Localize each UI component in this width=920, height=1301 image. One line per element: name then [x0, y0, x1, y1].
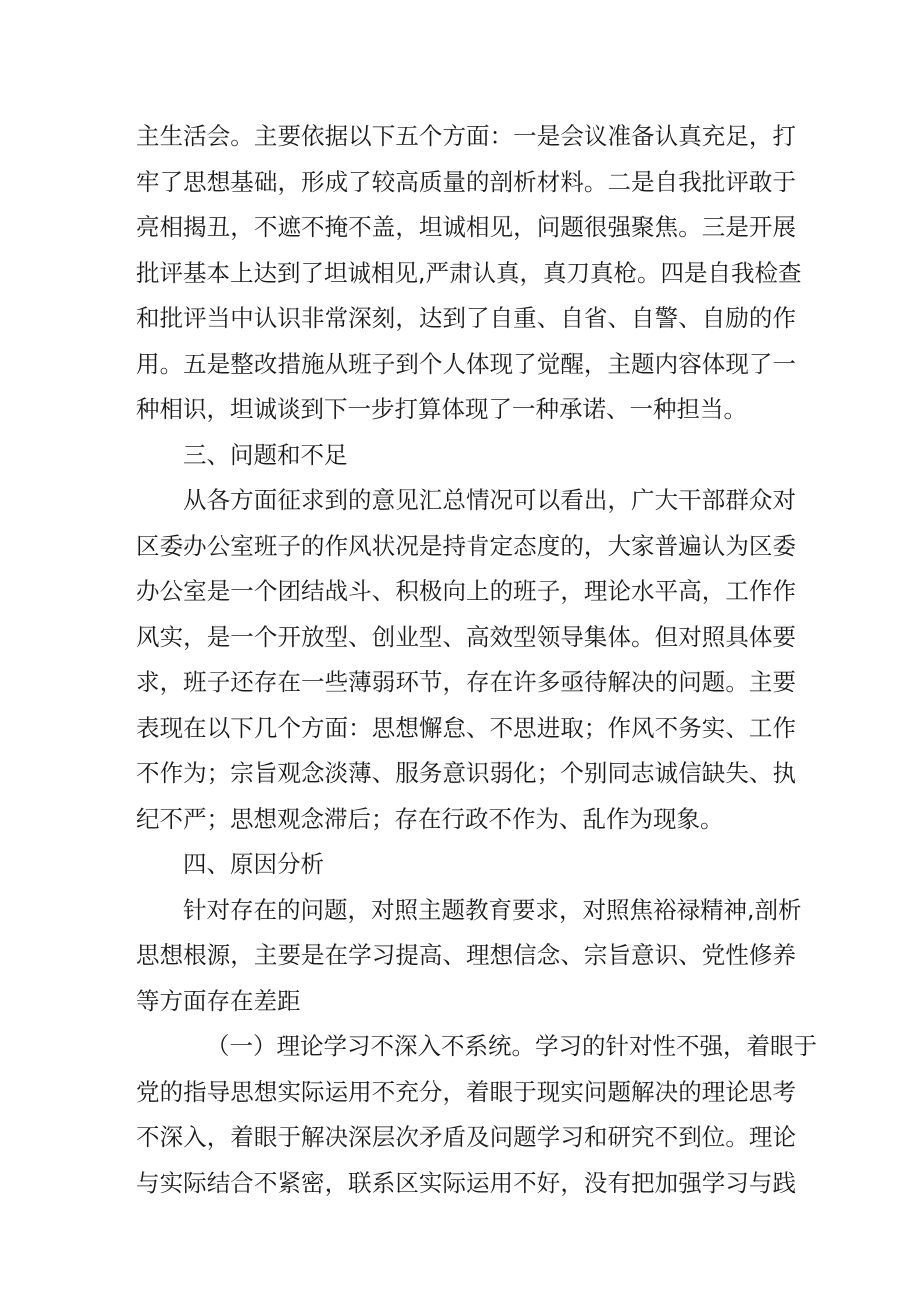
text-line: 批评基本上达到了坦诚相见,严肃认真，真刀真枪。四是自我检查 [136, 258, 802, 287]
section-heading-causes: 四、原因分析 [183, 850, 324, 878]
text-line: 思想根源，主要是在学习提高、理想信念、宗旨意识、党性修养 [136, 941, 796, 969]
text-line: 用。五是整改措施从班子到个人体现了觉醒，主题内容体现了一 [136, 349, 796, 378]
text-line: （一）理论学习不深入不系统。学习的针对性不强，着眼于 [206, 1032, 817, 1060]
text-line: 等方面存在差距 [136, 986, 301, 1015]
text-line: 风实，是一个开放型、创业型、高效型领导集体。但对照具体要 [136, 622, 796, 651]
paragraph-causes-intro [136, 888, 802, 1025]
paragraph-meeting-basis [136, 114, 802, 433]
text-line: 不深入，着眼于解决深层次矛盾及问题学习和研究不到位。理论 [136, 1123, 796, 1151]
text-line: 区委办公室班子的作风状况是持肯定态度的，大家普遍认为区委 [136, 531, 796, 560]
text-line: 种相识，坦诚谈到下一步打算体现了一种承诺、一种担当。 [136, 395, 747, 423]
text-line: 不作为；宗旨观念淡薄、服务意识弱化；个别同志诚信缺失、执 [136, 759, 796, 787]
section-heading-problems: 三、问题和不足 [183, 440, 348, 469]
text-line: 求，班子还存在一些薄弱环节，存在许多亟待解决的问题。主要 [136, 668, 796, 696]
text-line: 从各方面征求到的意见汇总情况可以看出，广大干部群众对 [183, 486, 796, 514]
text-line: 主生活会。主要依据以下五个方面：一是会议准备认真充足，打 [136, 122, 796, 150]
paragraph-theory-study [136, 1024, 817, 1206]
text-line: 亮相揭丑，不遮不掩不盖，坦诚相见，问题很强聚焦。三是开展 [136, 213, 796, 241]
text-line: 办公室是一个团结战斗、积极向上的班子，理论水平高，工作作 [136, 577, 796, 605]
text-line: 党的指导思想实际运用不充分，着眼于现实问题解决的理论思考 [136, 1077, 796, 1106]
text-line: 针对存在的问题，对照主题教育要求，对照焦裕禄精神,剖析 [183, 895, 802, 924]
document-body [136, 114, 817, 1206]
text-line: 和批评当中认识非常深刻，达到了自重、自省、自警、自励的作 [136, 304, 796, 332]
text-line: 表现在以下几个方面：思想懈怠、不思进取；作风不务实、工作 [136, 713, 796, 742]
text-line: 与实际结合不紧密，联系区实际运用不好，没有把加强学习与践 [136, 1168, 796, 1197]
text-line: 纪不严；思想观念滞后；存在行政不作为、乱作为现象。 [136, 804, 724, 833]
text-line: 牢了思想基础，形成了较高质量的剖析材料。二是自我批评敢于 [136, 167, 796, 196]
paragraph-problems [136, 478, 796, 842]
